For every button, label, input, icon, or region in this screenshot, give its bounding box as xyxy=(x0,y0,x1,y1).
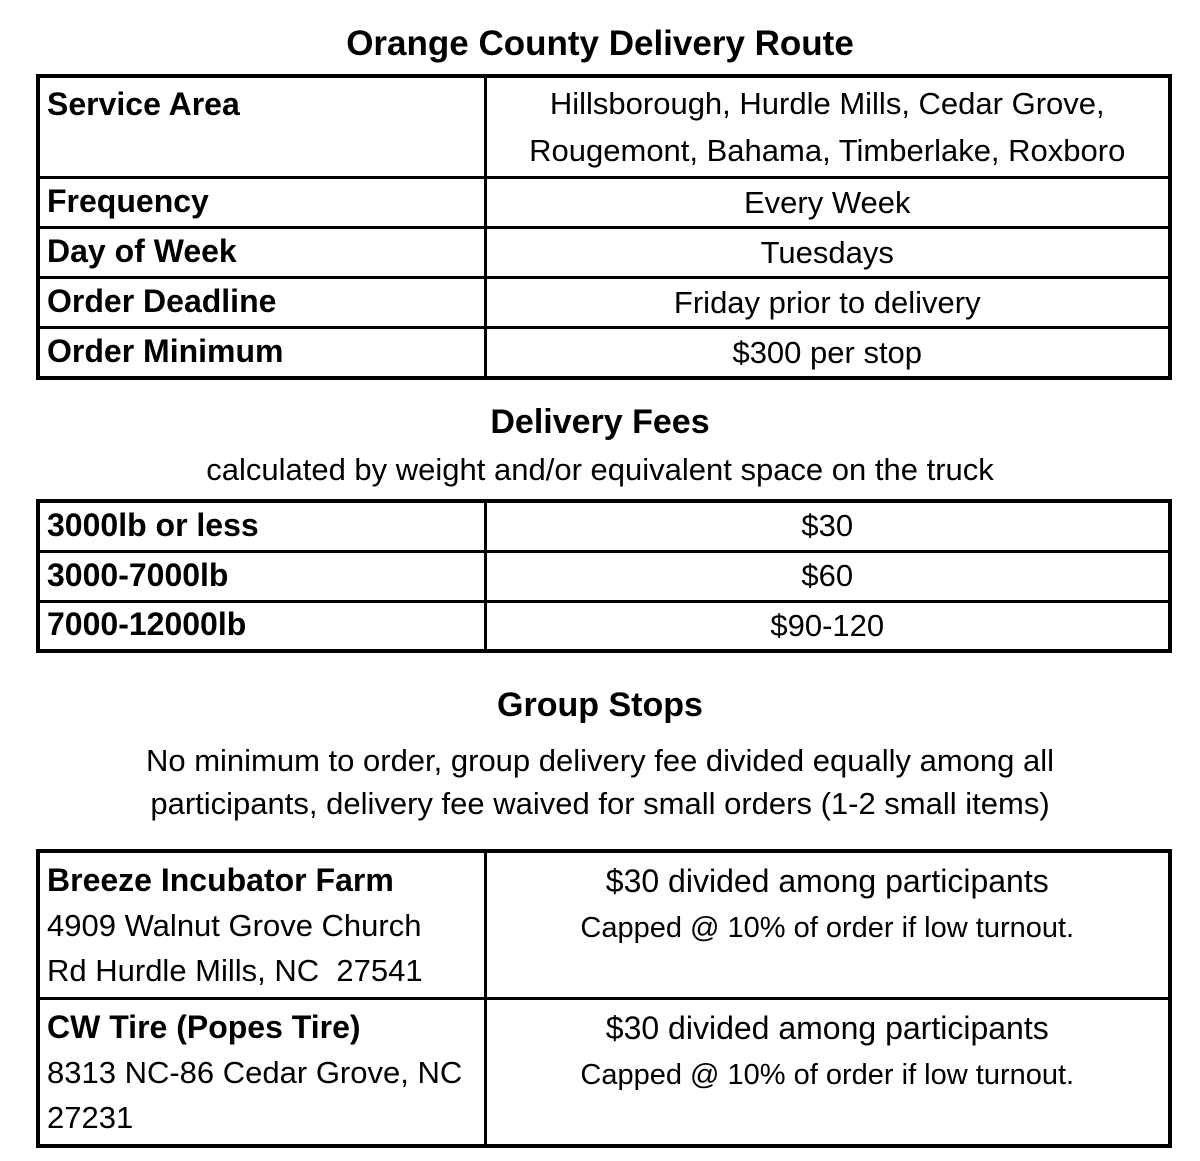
fee-value-tier-3: $90-120 xyxy=(485,601,1170,651)
route-value-service-area xyxy=(485,76,1170,178)
route-value-order-deadline: Friday prior to delivery xyxy=(485,278,1170,328)
delivery-fees-heading: Delivery Fees xyxy=(490,402,710,441)
route-label-day-of-week: Day of Week xyxy=(38,228,485,278)
document-title: Orange County Delivery Route xyxy=(346,24,854,63)
stop-fee-breeze-incubator-farm xyxy=(485,851,1170,999)
fee-value-tier-2: $60 xyxy=(485,551,1170,601)
fee-row-tier-2 xyxy=(38,551,1170,601)
route-row-order-minimum xyxy=(38,328,1170,378)
route-label-service-area: Service Area xyxy=(38,76,485,178)
fee-value-tier-1: $30 xyxy=(485,501,1170,551)
stop-address-line-2: 27231 xyxy=(47,1099,134,1135)
stop-address-line-1: 8313 NC-86 Cedar Grove, NC xyxy=(47,1054,463,1090)
stop-address-line-2: Rd Hurdle Mills, NC 27541 xyxy=(47,952,423,988)
stop-fee-cap-note: Capped @ 10% of order if low turnout. xyxy=(580,911,1075,944)
stop-row-breeze-incubator-farm xyxy=(38,851,1170,999)
route-value-day-of-week: Tuesdays xyxy=(485,228,1170,278)
fee-label-tier-1: 3000lb or less xyxy=(38,501,485,551)
stop-row-cw-tire xyxy=(38,998,1170,1146)
stop-name: CW Tire (Popes Tire) xyxy=(47,1008,361,1045)
route-row-service-area xyxy=(38,76,1170,178)
group-stops-heading: Group Stops xyxy=(497,686,703,725)
stop-fee-cw-tire xyxy=(485,998,1170,1146)
fee-row-tier-1 xyxy=(38,501,1170,551)
route-row-order-deadline xyxy=(38,278,1170,328)
route-value-order-minimum: $300 per stop xyxy=(485,328,1170,378)
stop-fee-main: $30 divided among participants xyxy=(605,862,1049,899)
route-value-frequency: Every Week xyxy=(485,178,1170,228)
group-stops-table xyxy=(36,849,1172,1148)
stop-fee-main: $30 divided among participants xyxy=(605,1009,1049,1046)
route-label-frequency: Frequency xyxy=(38,178,485,228)
group-stops-description-line-2: participants, delivery fee waived for small orders (1-2 small items) xyxy=(150,785,1050,821)
route-info-table xyxy=(36,74,1172,380)
group-stops-description xyxy=(0,739,1200,825)
stop-info-cw-tire xyxy=(38,998,485,1146)
fee-label-tier-2: 3000-7000lb xyxy=(38,551,485,601)
route-label-order-deadline: Order Deadline xyxy=(38,278,485,328)
delivery-fees-table xyxy=(36,499,1172,653)
route-label-order-minimum: Order Minimum xyxy=(38,328,485,378)
stop-fee-cap-note: Capped @ 10% of order if low turnout. xyxy=(580,1058,1075,1091)
service-area-line-1: Hillsborough, Hurdle Mills, Cedar Grove, xyxy=(549,86,1105,122)
stop-info-breeze-incubator-farm xyxy=(38,851,485,999)
route-row-day-of-week xyxy=(38,228,1170,278)
fee-label-tier-3: 7000-12000lb xyxy=(38,601,485,651)
delivery-fees-subtitle: calculated by weight and/or equivalent space on the truck xyxy=(206,452,994,488)
stop-address-line-1: 4909 Walnut Grove Church xyxy=(47,907,422,943)
group-stops-description-line-1: No minimum to order, group delivery fee divided equally among all xyxy=(145,742,1055,778)
fee-row-tier-3 xyxy=(38,601,1170,651)
stop-name: Breeze Incubator Farm xyxy=(47,861,394,898)
route-row-frequency xyxy=(38,178,1170,228)
service-area-line-2: Rougemont, Bahama, Timberlake, Roxboro xyxy=(529,133,1126,169)
